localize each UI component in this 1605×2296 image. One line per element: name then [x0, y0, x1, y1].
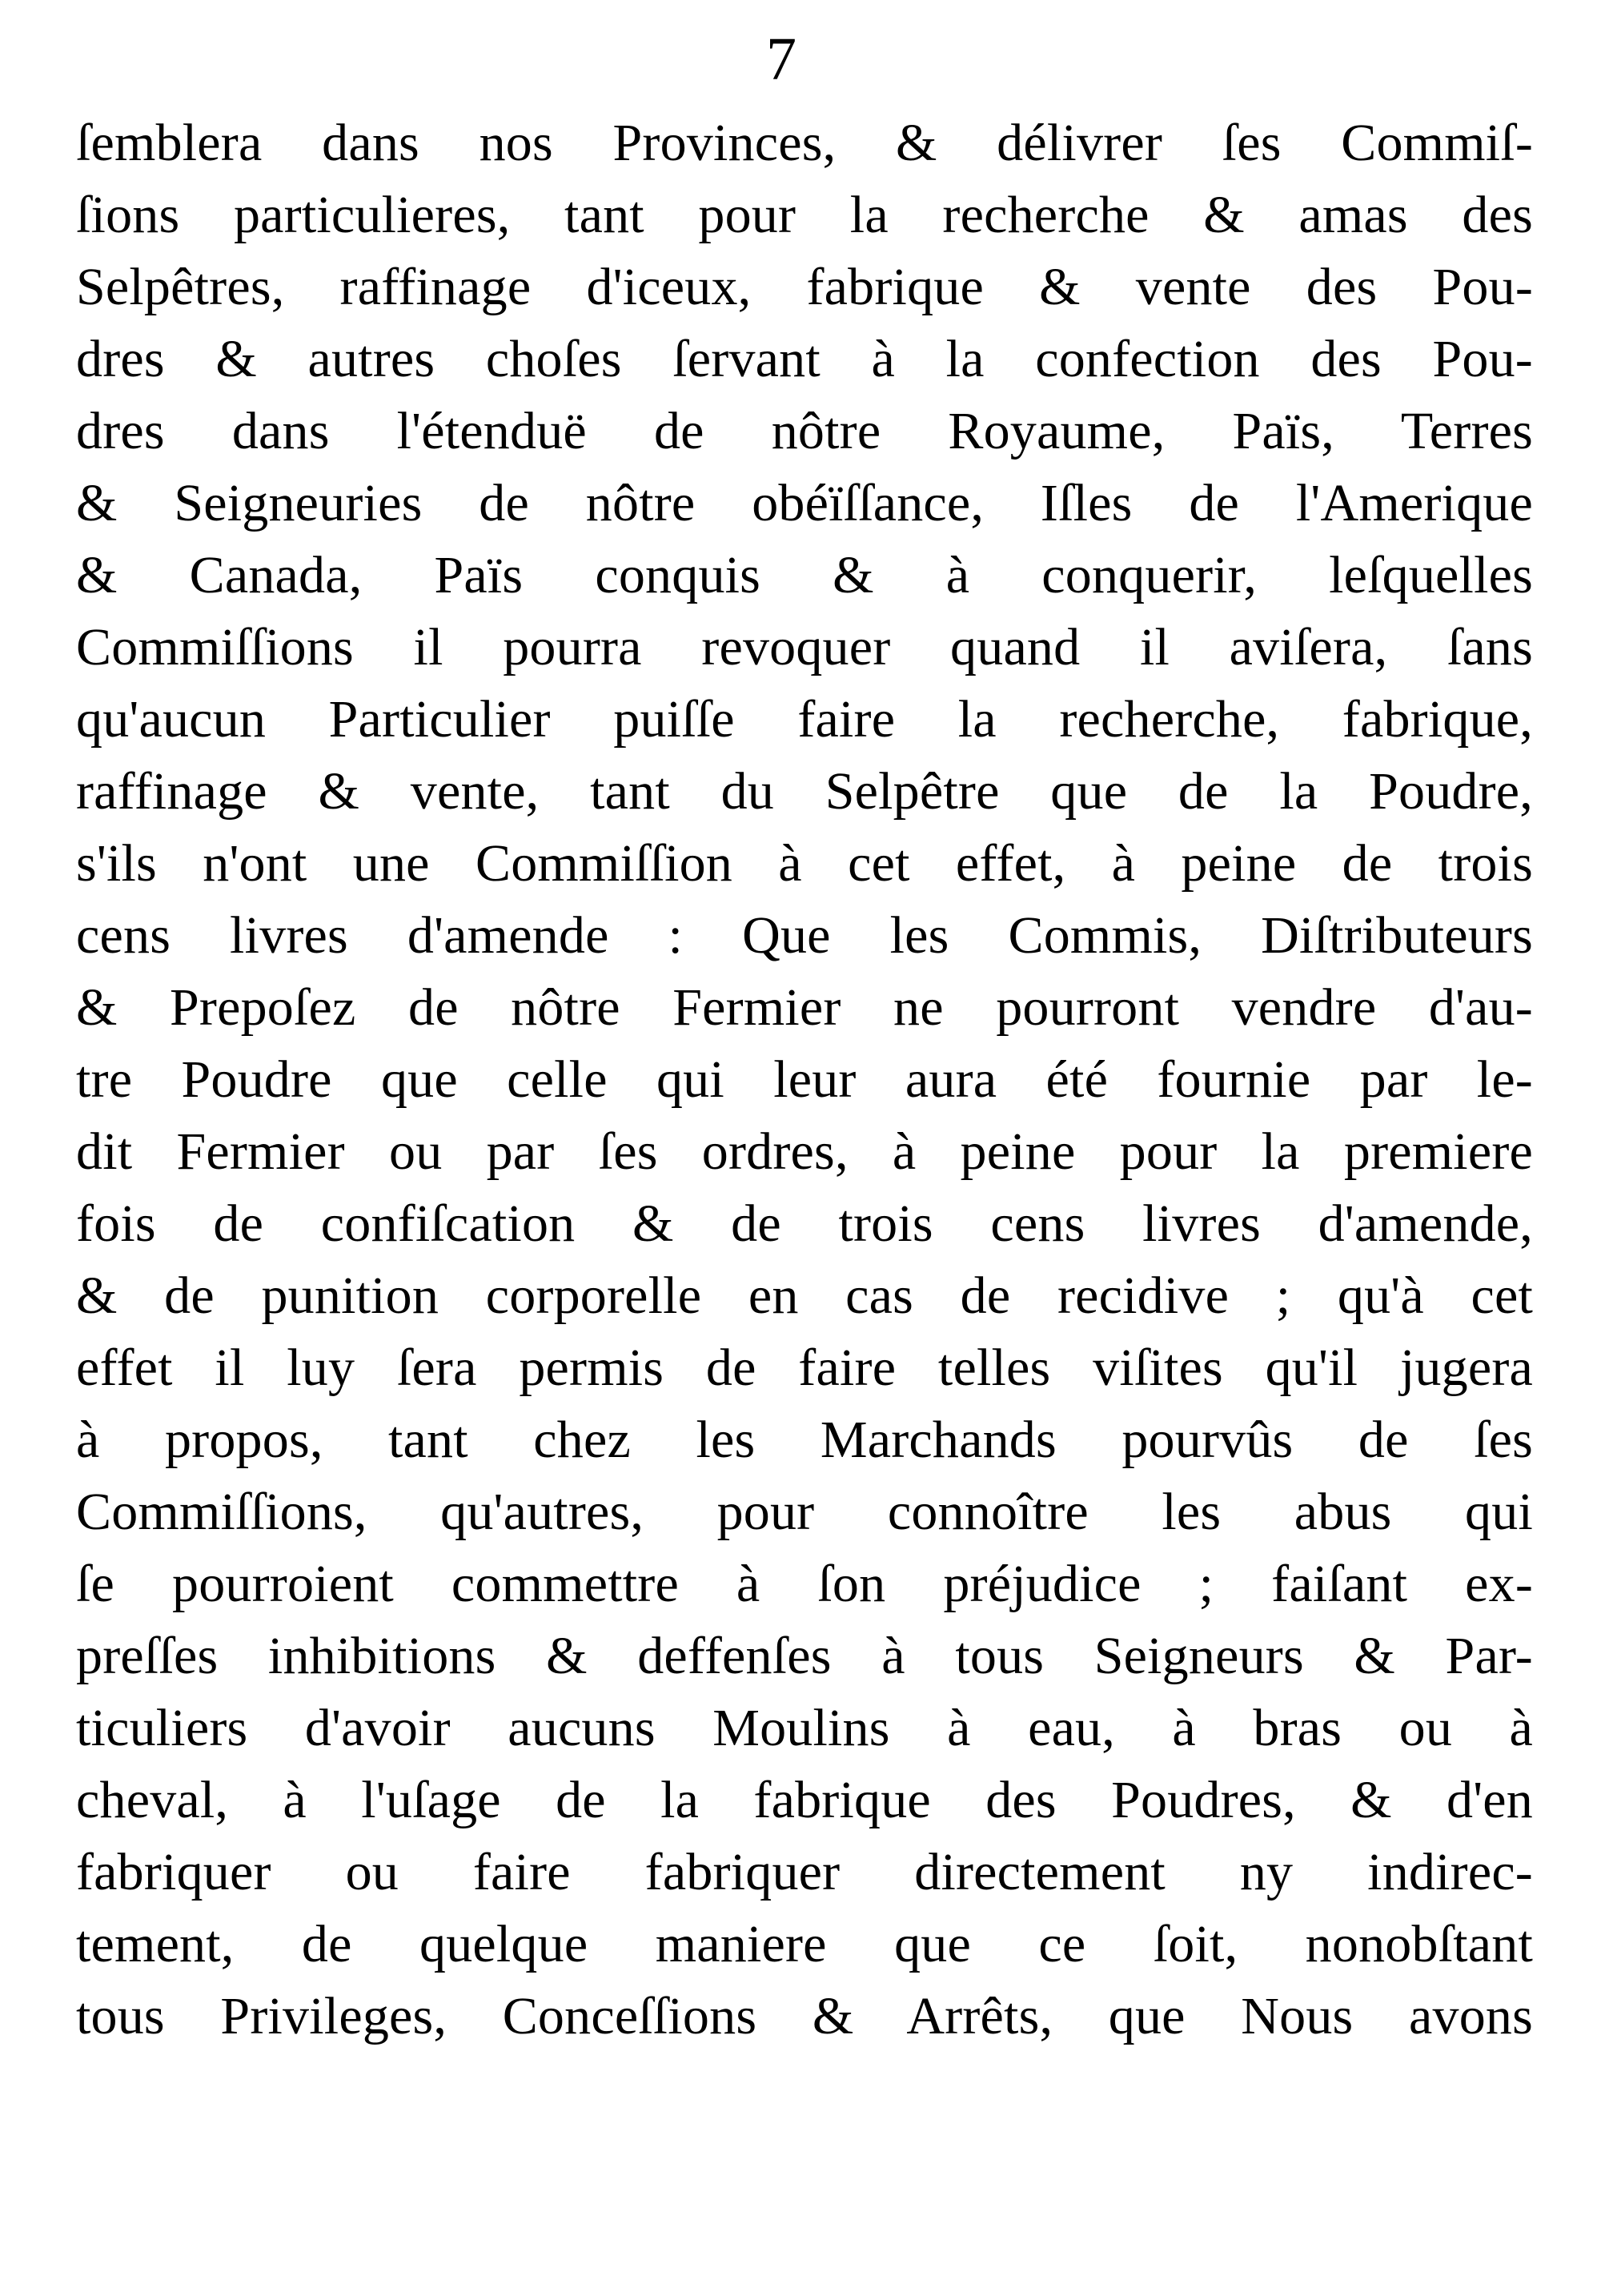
text-line: & Canada, Païs conquis & à conquerir, leſquelles	[76, 546, 1533, 604]
text-line: preſſes inhibitions & deffenſes à tous Seigneurs & Par-	[76, 1627, 1533, 1685]
text-line: cens livres d'amende : Que les Commis, Diſtributeurs	[76, 906, 1533, 965]
body-text	[76, 107, 1533, 2053]
text-line: dres dans l'étenduë de nôtre Royaume, Païs, Terres	[76, 402, 1533, 460]
text-line: & de punition corporelle en cas de recidive ; qu'à cet	[76, 1266, 1533, 1325]
text-line: ſions particulieres, tant pour la recherche & amas des	[76, 186, 1533, 244]
text-line: s'ils n'ont une Commiſſion à cet effet, à peine de trois	[76, 834, 1533, 893]
text-line: tement, de quelque maniere que ce ſoit, nonobſtant	[76, 1915, 1533, 1973]
text-line: fabriquer ou faire fabriquer directement ny indirec-	[76, 1843, 1533, 1901]
text-line: & Prepoſez de nôtre Fermier ne pourront vendre d'au-	[76, 978, 1533, 1037]
text-line: à propos, tant chez les Marchands pourvûs de ſes	[76, 1411, 1533, 1469]
text-line: & Seigneuries de nôtre obéïſſance, Iſles de l'Amerique	[76, 474, 1533, 532]
text-line: fois de confiſcation & de trois cens livres d'amende,	[76, 1194, 1533, 1253]
text-line: Commiſſions il pourra revoquer quand il aviſera, ſans	[76, 618, 1533, 676]
text-line: effet il luy ſera permis de faire telles viſites qu'il jugera	[76, 1339, 1533, 1397]
text-line: Selpêtres, raffinage d'iceux, fabrique & vente des Pou-	[76, 258, 1533, 316]
text-line: qu'aucun Particulier puiſſe faire la recherche, fabrique,	[76, 690, 1533, 749]
text-line: dit Fermier ou par ſes ordres, à peine pour la premiere	[76, 1122, 1533, 1181]
text-line: tous Privileges, Conceſſions & Arrêts, que Nous avons	[76, 1987, 1533, 2045]
text-line: Commiſſions, qu'autres, pour connoître les abus qui	[76, 1483, 1533, 1541]
text-line: ticuliers d'avoir aucuns Moulins à eau, à bras ou à	[76, 1699, 1533, 1757]
text-line: ſemblera dans nos Provinces, & délivrer ſes Commiſ-	[76, 114, 1533, 172]
text-line: cheval, à l'uſage de la fabrique des Poudres, & d'en	[76, 1771, 1533, 1829]
text-line: raffinage & vente, tant du Selpêtre que de la Poudre,	[76, 762, 1533, 821]
text-line: dres & autres choſes ſervant à la confection des Pou-	[76, 330, 1533, 388]
text-line: ſe pourroient commettre à ſon préjudice ; faiſant ex-	[76, 1555, 1533, 1613]
page-number: 7	[766, 26, 796, 93]
text-line: tre Poudre que celle qui leur aura été fournie par le-	[76, 1050, 1533, 1109]
